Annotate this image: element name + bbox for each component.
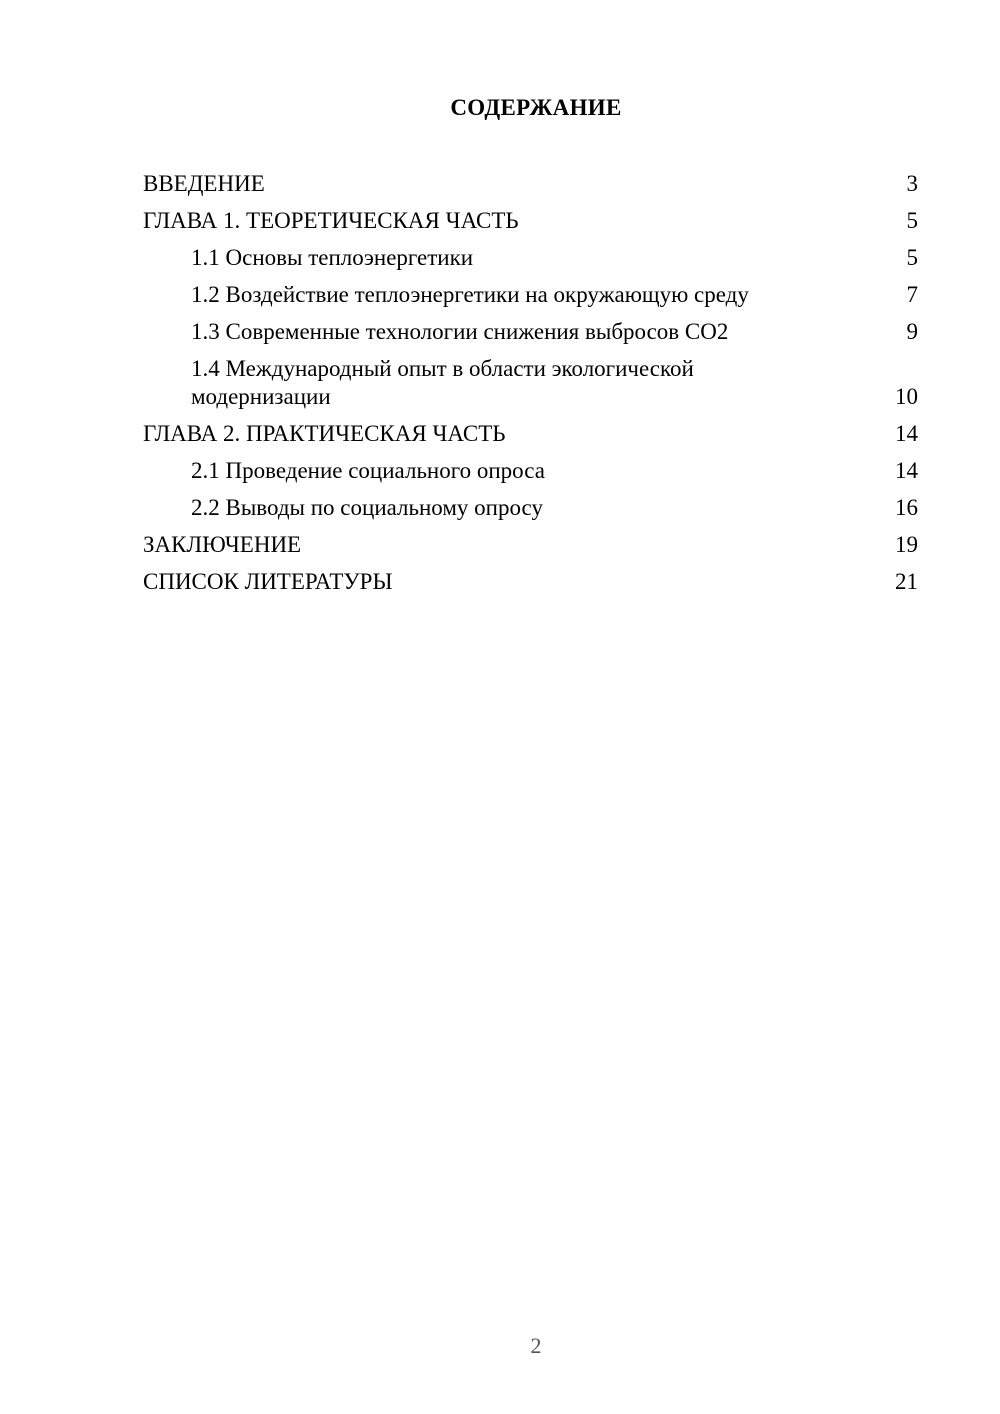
table-of-contents (143, 170, 918, 605)
page-number: 2 (530, 1333, 542, 1358)
toc-entry-label: ЗАКЛЮЧЕНИЕ (143, 532, 302, 557)
toc-entry-page: 14 (895, 458, 918, 483)
toc-entry-page: 9 (906, 319, 918, 344)
toc-entry-label: 1.3 Современные технологии снижения выбросов CO2 (191, 319, 729, 344)
toc-entry-label: 1.2 Воздействие теплоэнергетики на окружающую среду (191, 282, 749, 307)
toc-entry-label: ВВЕДЕНИЕ (143, 171, 265, 196)
toc-entry-page: 19 (895, 532, 918, 557)
toc-entry-references[interactable] (143, 568, 918, 596)
toc-entry-label: ГЛАВА 1. ТЕОРЕТИЧЕСКАЯ ЧАСТЬ (143, 208, 519, 233)
toc-entry-section-2-1[interactable] (143, 457, 918, 485)
toc-entry-page: 5 (906, 245, 918, 270)
toc-entry-label: ГЛАВА 2. ПРАКТИЧЕСКАЯ ЧАСТЬ (143, 421, 506, 446)
toc-entry-conclusion[interactable] (143, 531, 918, 559)
toc-entry-section-1-1[interactable] (143, 244, 918, 272)
toc-entry-section-1-2[interactable] (143, 281, 918, 309)
toc-entry-section-1-4[interactable] (143, 355, 918, 411)
toc-entry-page: 16 (895, 495, 918, 520)
toc-entry-page: 3 (906, 171, 918, 196)
toc-entry-chapter-1[interactable] (143, 207, 918, 235)
toc-entry-page: 21 (895, 569, 918, 594)
toc-entry-label: СПИСОК ЛИТЕРАТУРЫ (143, 569, 393, 594)
toc-entry-label: 1.4 Международный опыт в области экологической модернизации (191, 356, 694, 409)
toc-entry-section-1-3[interactable] (143, 318, 918, 346)
toc-entry-section-2-2[interactable] (143, 494, 918, 522)
toc-entry-introduction[interactable] (143, 170, 918, 198)
toc-entry-page: 7 (906, 282, 918, 307)
toc-title: СОДЕРЖАНИЕ (450, 95, 622, 120)
toc-entry-page: 5 (906, 208, 918, 233)
toc-entry-label: 2.2 Выводы по социальному опросу (191, 495, 543, 520)
toc-entry-page: 14 (895, 421, 918, 446)
toc-entry-label: 2.1 Проведение социального опроса (191, 458, 545, 483)
toc-entry-label: 1.1 Основы теплоэнергетики (191, 245, 474, 270)
toc-entry-chapter-2[interactable] (143, 420, 918, 448)
toc-entry-page: 10 (895, 384, 918, 409)
